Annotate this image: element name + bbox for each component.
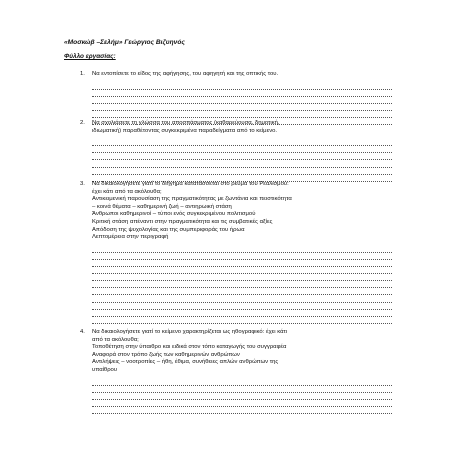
question-prompt-line: ιδιωματική) παραθέτοντας συγκεκριμένα παραδείγματα από το κείμενο. [92, 127, 278, 134]
question-prompt-line: έχει κάτι από τα ακόλουθα; [92, 188, 162, 195]
answer-line[interactable] [92, 153, 392, 160]
answer-line[interactable] [92, 168, 392, 175]
question-prompt-line: Να εντοπίσετε το είδος της αφήγησης, του αφηγητή και της οπτικής του. [92, 71, 279, 77]
answer-line[interactable] [92, 281, 392, 288]
answer-line[interactable] [92, 260, 392, 267]
answer-line[interactable] [92, 393, 392, 400]
answer-line[interactable] [92, 310, 392, 317]
answer-line[interactable] [92, 407, 392, 414]
answer-line[interactable] [92, 274, 392, 281]
criterion-item: Τοποθέτηση στην ύπαιθρο και ειδικά στον τόπο καταγωγής του συγγραφέα [92, 344, 287, 351]
answer-line[interactable] [92, 379, 392, 386]
answer-line[interactable] [92, 97, 392, 104]
page-title: «Μοσκώβ –Σελήμ» Γεώργιος Βιζυηνός [64, 39, 185, 46]
question-prompt-line: από τα ακόλουθα; [92, 336, 139, 343]
answer-line[interactable] [92, 386, 392, 393]
answer-line[interactable] [92, 253, 392, 260]
criterion-item: – κοινά θέματα – καθημερινή ζωή – αντιηρωική στάση [92, 203, 232, 210]
answer-line[interactable] [92, 317, 392, 324]
worksheet-heading: Φύλλο εργασίας: [64, 53, 116, 60]
question-number: 2. [80, 120, 85, 126]
answer-line[interactable] [92, 111, 392, 118]
criterion-item: Κριτική στάση απέναντι στην πραγματικότητα και τις συμβατικές αξίες [92, 218, 273, 225]
criterion-item: υπαίθρου [92, 366, 118, 373]
answer-line[interactable] [92, 104, 392, 111]
answer-line[interactable] [92, 246, 392, 253]
question-prompt-line: Να σχολιάσετε τη γλώσσα του αποσπάσματος (καθαρεύουσα, δημοτική, [92, 120, 280, 126]
question-2 [64, 120, 394, 182]
answer-line[interactable] [92, 139, 392, 146]
answer-line[interactable] [92, 160, 392, 167]
criterion-item: Αντικειμενική παρουσίαση της πραγματικότητας με ζωντάνια και πειστικότητα [92, 196, 292, 203]
answer-line[interactable] [92, 295, 392, 302]
answer-line[interactable] [92, 90, 392, 97]
question-4 [64, 329, 394, 414]
criterion-item: Απόδοση της ψυχολογίας και της συμπεριφοράς του ήρωα [92, 226, 245, 233]
criterion-item: Αντιλήψεις – νοοτροπίες – ήθη, έθιμα, συνήθειες απλών ανθρώπων της [92, 359, 279, 366]
question-number: 1. [80, 71, 85, 77]
answer-line[interactable] [92, 288, 392, 295]
criterion-item: Λεπτομέρεια στην περιγραφή [92, 234, 169, 241]
answer-line[interactable] [92, 303, 392, 310]
question-1 [64, 71, 394, 125]
question-number: 4. [80, 329, 85, 335]
answer-line[interactable] [92, 146, 392, 153]
question-number: 3. [80, 181, 85, 187]
criterion-item: Αναφορά στον τρόπο ζωής των καθημερινών ανθρώπων [92, 351, 240, 358]
question-prompt-line: Να δικαιολογήσετε γιατί το κείμενο χαρακτηρίζεται ως ηθογραφικό: έχει κάτι [92, 329, 288, 335]
answer-line[interactable] [92, 267, 392, 274]
answer-line[interactable] [92, 400, 392, 407]
answer-line[interactable] [92, 83, 392, 90]
question-3 [64, 181, 394, 324]
criterion-item: Άνθρωποι καθημερινοί – τύποι ενός συγκεκριμένου πολιτισμού [92, 211, 256, 218]
question-prompt-line: Να δικαιολογήσετε γιατί το διήγημα κατατάσσεται στο ρεύμα του Ρεαλισμού: [92, 181, 289, 187]
